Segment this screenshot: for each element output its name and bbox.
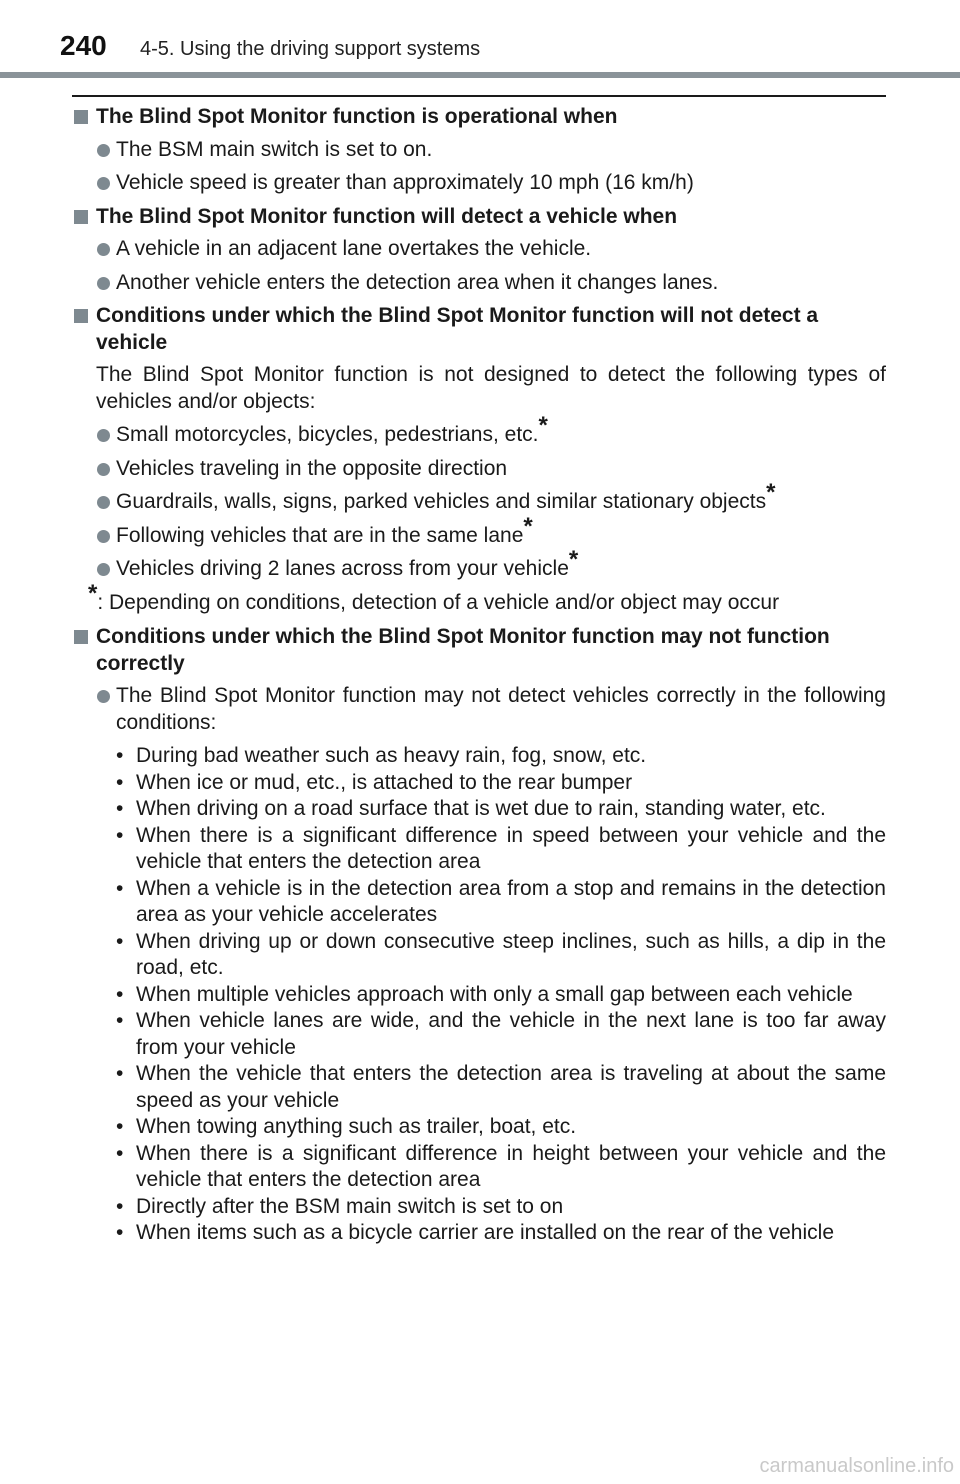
sub-list-item: • When a vehicle is in the detection area from a stop and remains in the detection area as your vehicle accelerates [116, 876, 886, 926]
section-heading: Conditions under which the Blind Spot Monitor function may not function correctly [72, 624, 886, 677]
page-number: 240 [60, 30, 107, 61]
square-bullet-icon [74, 630, 88, 644]
square-bullet-icon [74, 309, 88, 323]
section-heading: The Blind Spot Monitor function is operational when [72, 104, 886, 131]
sub-list-item: • Directly after the BSM main switch is set to on [116, 1194, 564, 1218]
circle-bullet-icon [97, 530, 110, 543]
page-header [0, 0, 960, 78]
sub-list-item: • When driving up or down consecutive steep inclines, such as hills, a dip in the road, etc. [116, 929, 886, 979]
sub-list-item: • During bad weather such as heavy rain, fog, snow, etc. [116, 744, 647, 767]
sub-list-item: • When towing anything such as trailer, boat, etc. [116, 1115, 577, 1138]
list-item: The Blind Spot Monitor function may not detect vehicles correctly in the following conditions: [72, 683, 886, 736]
circle-bullet-icon [97, 429, 110, 442]
sub-list-item: • When items such as a bicycle carrier are installed on the rear of the vehicle [116, 1221, 834, 1244]
circle-bullet-icon [97, 277, 110, 290]
header-rule [0, 72, 960, 78]
circle-bullet-icon [97, 243, 110, 256]
list-item: The BSM main switch is set to on. [72, 137, 886, 164]
sub-list-item: • When vehicle lanes are wide, and the vehicle in the next lane is too far away from your vehicle [116, 1009, 886, 1059]
square-bullet-icon [74, 210, 88, 224]
circle-bullet-icon [97, 563, 110, 576]
section-intro: The Blind Spot Monitor function is not designed to detect the following types of vehicles and/or objects: [96, 363, 886, 413]
list-item: Vehicles traveling in the opposite direction [72, 456, 886, 483]
circle-bullet-icon [97, 496, 110, 509]
footnote: *: Depending on conditions, detection of a vehicle and/or object may occur [88, 579, 780, 614]
sub-list-item: • When ice or mud, etc., is attached to the rear bumper [116, 770, 633, 794]
circle-bullet-icon [97, 144, 110, 157]
section-heading: Conditions under which the Blind Spot Monitor function will not detect a vehicle [72, 303, 886, 356]
section-divider [72, 95, 886, 97]
square-bullet-icon [74, 110, 88, 124]
sub-list-item: • When multiple vehicles approach with only a small gap between each vehicle [116, 982, 853, 1006]
list-item: A vehicle in an adjacent lane overtakes the vehicle. [72, 236, 886, 263]
section-heading: The Blind Spot Monitor function will detect a vehicle when [72, 204, 886, 231]
footnote-marker: * [523, 512, 533, 540]
sub-list-item: • When driving on a road surface that is wet due to rain, standing water, etc. [116, 797, 826, 820]
circle-bullet-icon [97, 463, 110, 476]
sub-list-item: • When there is a significant difference in height between your vehicle and the vehicle that enters the detection area [116, 1141, 886, 1191]
sub-list-item: • When the vehicle that enters the detection area is traveling at about the same speed as your vehicle [116, 1062, 886, 1112]
list-item: Another vehicle enters the detection area when it changes lanes. [72, 270, 886, 297]
list-item: Following vehicles that are in the same lane* [72, 523, 886, 550]
conditions-list [116, 743, 886, 1247]
footnote-marker: * [766, 479, 776, 506]
footnote-marker: * [568, 546, 579, 573]
sub-list-item: • When there is a significant difference in speed between your vehicle and the vehicle that enters the detection area [116, 823, 886, 873]
circle-bullet-icon [97, 690, 110, 703]
list-item: Vehicle speed is greater than approximately 10 mph (16 km/h) [72, 170, 886, 197]
watermark: carmanualsonline.info [759, 1455, 954, 1477]
circle-bullet-icon [97, 177, 110, 190]
chapter-title: 4-5. Using the driving support systems [140, 38, 481, 60]
list-item: Vehicles driving 2 lanes across from your vehicle* [72, 556, 886, 583]
page-body [72, 104, 886, 1247]
list-item: Guardrails, walls, signs, parked vehicles and similar stationary objects* [72, 489, 886, 516]
footnote-marker: * [88, 579, 98, 607]
footnote-marker: * [538, 412, 548, 439]
list-item: Small motorcycles, bicycles, pedestrians, etc.* [72, 422, 886, 449]
